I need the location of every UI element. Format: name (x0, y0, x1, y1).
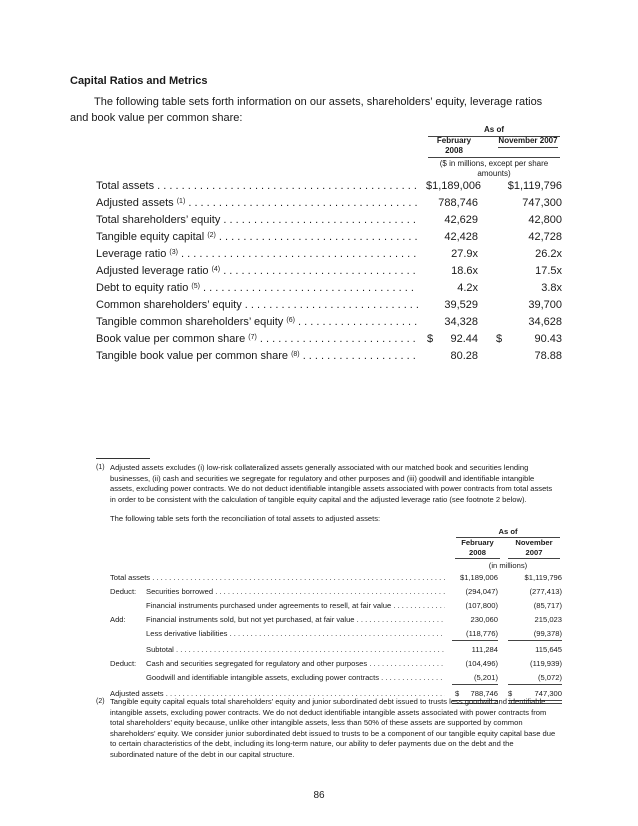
table-row (110, 658, 562, 670)
value-nov-2007: 78.88 (534, 350, 562, 362)
value-nov-2007: 90.43 (534, 333, 562, 345)
row-label: Leverage ratio $^{(3)}$ . . . (96, 246, 418, 263)
value-feb-2008: (104,496) (465, 659, 498, 668)
table-row (96, 314, 562, 331)
table-row (96, 263, 562, 280)
main-units-note: ($ in millions, except per share amounts) (428, 157, 560, 179)
row-label: Common shareholders’ equity . . . (96, 297, 418, 314)
row-label: Cash and securities segregated for regulatory and other purposes . . . (146, 658, 445, 670)
row-label: Tangible book value per common share $^{(8)}$ . . . (96, 348, 418, 365)
table-row (96, 195, 562, 212)
value-feb-2008: 80.28 (450, 350, 478, 362)
value-feb-2008: 788,746 (470, 689, 498, 698)
row-label: Book value per common share $^{(7)}$ . . . (96, 331, 418, 348)
currency-symbol: $ (496, 333, 503, 345)
row-label: Tangible common shareholders’ equity $^{(6)}$ . . . (96, 314, 418, 331)
footnote-ref: (1) (176, 198, 186, 205)
value-nov-2007: (99,378) (533, 629, 562, 638)
value-nov-2007: (5,072) (537, 673, 562, 682)
row-label: Financial instruments purchased under agreements to resell, at fair value . . . (146, 600, 445, 612)
value-feb-2008: 788,746 (438, 197, 478, 209)
table-row (110, 600, 562, 612)
row-label: Less derivative liabilities . . . (146, 628, 445, 640)
sub-col-november-2007: November 2007 (508, 538, 560, 559)
table-row (110, 614, 562, 626)
total-rule (452, 640, 498, 641)
table-row (96, 229, 562, 246)
table-row (110, 644, 562, 656)
sub-units-note: (in millions) (488, 561, 528, 570)
sub-as-of-header: As of (456, 527, 560, 538)
value-feb-2008: $1,189,006 (426, 180, 482, 192)
row-prefix: Deduct: (110, 587, 137, 596)
table-row (96, 348, 562, 365)
value-nov-2007: 39,700 (528, 299, 562, 311)
footnote-ref: (8) (291, 351, 300, 358)
value-nov-2007: 17.5x (535, 265, 562, 277)
value-feb-2008: 42,428 (444, 231, 478, 243)
table-row (96, 212, 562, 229)
footnote-1-lead: The following table sets forth the reconciliation of total assets to adjusted assets: (110, 514, 381, 523)
value-feb-2008: (118,776) (466, 629, 498, 638)
footnote-ref: (7) (248, 334, 257, 341)
row-prefix: Deduct: (110, 659, 137, 668)
row-label: Total assets . . . (110, 572, 445, 584)
value-feb-2008: 34,328 (444, 316, 478, 328)
row-label: Financial instruments sold, but not yet purchased, at fair value . . . (146, 614, 445, 626)
value-nov-2007: $1,119,796 (524, 573, 562, 582)
footnote-rule (96, 458, 150, 459)
value-feb-2008: 18.6x (451, 265, 478, 277)
main-col-november-2007: November 2007 (496, 136, 560, 148)
value-nov-2007: (277,413) (529, 587, 562, 596)
value-feb-2008: 27.9x (451, 248, 478, 260)
table-row (96, 331, 562, 348)
sub-col-february-2008: February 2008 (455, 538, 500, 559)
footnote-ref: (2) (207, 232, 216, 239)
row-label: Adjusted leverage ratio $^{(4)}$ . . . (96, 263, 418, 280)
table-row (96, 297, 562, 314)
value-feb-2008: $1,189,006 (459, 573, 498, 582)
total-rule (452, 684, 498, 685)
main-as-of-header: As of (428, 125, 560, 137)
row-label: Subtotal . . . (146, 644, 445, 656)
row-label: Adjusted assets . . . (110, 688, 445, 700)
table-row (96, 280, 562, 297)
row-label: Total assets . . . (96, 178, 418, 195)
row-label: Total shareholders’ equity . . . (96, 212, 418, 229)
row-label: Adjusted assets $^{(1)}$ . . . (96, 195, 418, 212)
footnote-ref: (6) (286, 317, 295, 324)
value-nov-2007: 747,300 (534, 689, 562, 698)
intro-paragraph: The following table sets forth information on our assets, shareholders’ equity, leverage ratios and book value per common share: (70, 96, 543, 124)
row-label: Goodwill and identifiable intangible assets, excluding power contracts . . . (146, 672, 445, 684)
footnote-ref: (4) (211, 266, 221, 273)
value-nov-2007: 3.8x (541, 282, 562, 294)
value-feb-2008: 4.2x (457, 282, 478, 294)
page-number: 86 (313, 790, 325, 801)
footnote-1-mark: (1) (96, 464, 105, 471)
currency-symbol: $ (455, 689, 460, 698)
footnote-ref: (5) (191, 283, 200, 290)
value-feb-2008: (294,047) (465, 587, 498, 596)
table-row (110, 586, 562, 598)
value-nov-2007: (85,717) (533, 601, 562, 610)
footnote-2-mark: (2) (96, 698, 105, 705)
footnote-1-text: Adjusted assets excludes (i) low-risk collateralized assets generally associated with our matched book and securities lending businesses, (ii) cash and securities we segregate for regulatory and other purposes and (iii) goodwill and identifiable intangible assets, excluding power contracts. We do not deduct identifiable intangible assets associated with power contracts from total assets in order to be consistent with the calculation of tangible equity capital and the adjusted leverage ratio (see footnote 2 below). (110, 463, 553, 504)
value-nov-2007: 42,800 (528, 214, 562, 226)
value-nov-2007: 26.2x (535, 248, 562, 260)
table-row (110, 672, 562, 684)
table-row (110, 572, 562, 584)
total-rule (508, 684, 562, 685)
value-nov-2007: $1,119,796 (507, 180, 562, 192)
value-feb-2008: 230,060 (470, 615, 498, 624)
table-row (96, 246, 562, 263)
value-feb-2008: 111,284 (471, 645, 498, 654)
value-nov-2007: 34,628 (528, 316, 562, 328)
value-nov-2007: 115,645 (535, 645, 562, 654)
currency-symbol: $ (508, 689, 513, 698)
section-title: Capital Ratios and Metrics (70, 75, 208, 87)
value-feb-2008: 92.44 (450, 333, 478, 345)
table-row (96, 178, 562, 195)
row-label: Tangible equity capital $^{(2)}$ . . . (96, 229, 418, 246)
total-rule (508, 640, 562, 641)
value-nov-2007: (119,939) (530, 659, 562, 668)
footnote-ref: (3) (169, 249, 178, 256)
footnote-2-text: Tangible equity capital equals total shareholders’ equity and junior subordinated debt issued to trusts less goodwill and identifiable intangible assets, excluding power contracts. We do not deduct identifiable intangible assets associated with power contracts from total shareholders’ equity because, unlike other intangible assets, less than 50% of these assets are supported by common shareholders’ equity. We consider junior subordinated debt issued to trusts to be a component of our tangible equity capital base due to certain characteristics of the debt, including its long-term nature, our ability to defer payments due on the debt and the subordinated nature of the debt in our capital structure. (110, 697, 556, 759)
currency-symbol: $ (427, 333, 434, 345)
value-nov-2007: 215,023 (534, 615, 562, 624)
value-nov-2007: 747,300 (522, 197, 562, 209)
value-nov-2007: 42,728 (528, 231, 562, 243)
row-prefix: Add: (110, 615, 126, 624)
value-feb-2008: (5,201) (473, 673, 498, 682)
row-label: Debt to equity ratio $^{(5)}$ . . . (96, 280, 418, 297)
value-feb-2008: (107,800) (465, 601, 498, 610)
table-row (110, 628, 562, 640)
row-label: Securities borrowed . . . (146, 586, 445, 598)
value-feb-2008: 39,529 (444, 299, 478, 311)
value-feb-2008: 42,629 (444, 214, 478, 226)
main-col-february-2008: February 2008 (428, 136, 480, 158)
